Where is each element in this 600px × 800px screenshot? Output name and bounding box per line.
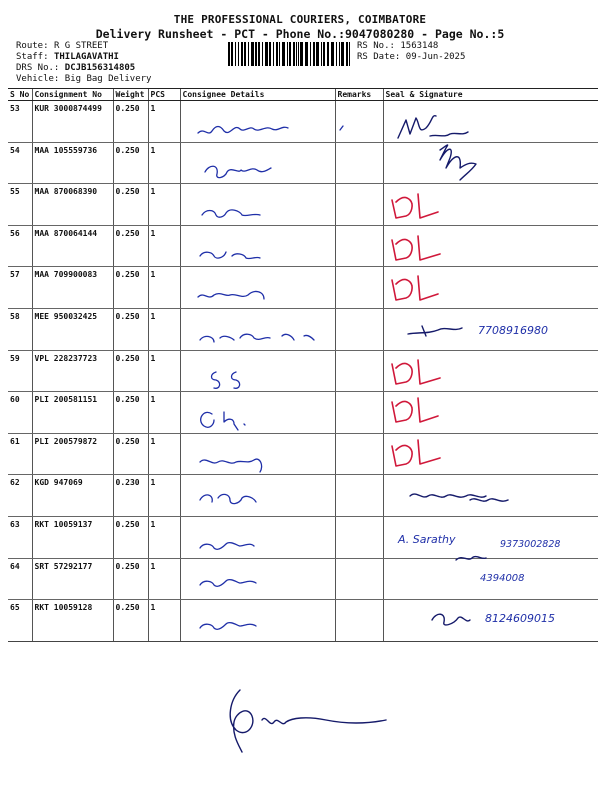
sno-cell: 63 bbox=[8, 516, 32, 558]
consignment-cell: KUR 3000874499 bbox=[32, 101, 113, 143]
col-pcs: PCS bbox=[148, 89, 180, 101]
sno-cell: 65 bbox=[8, 600, 32, 642]
barcode-bar bbox=[323, 42, 325, 66]
staff-value: THILAGAVATHI bbox=[53, 52, 119, 62]
vehicle-line bbox=[16, 74, 151, 85]
pcs-cell: 1 bbox=[148, 101, 180, 143]
seal-signature-cell bbox=[383, 475, 598, 517]
barcode-bar bbox=[327, 42, 329, 66]
vehicle-value: Big Bag Delivery bbox=[64, 74, 152, 84]
table-row bbox=[8, 142, 598, 184]
rs-no-line bbox=[357, 41, 438, 52]
consignee-cell bbox=[180, 392, 335, 434]
consignee-cell bbox=[180, 101, 335, 143]
barcode-bar bbox=[316, 42, 319, 66]
sno-cell: 54 bbox=[8, 142, 32, 184]
table-row bbox=[8, 225, 598, 267]
barcode-bar bbox=[313, 42, 315, 66]
handwritten-phone-65: 8124609015 bbox=[485, 612, 555, 625]
seal-signature-cell bbox=[383, 392, 598, 434]
rs-no-value: 1563148 bbox=[400, 41, 439, 51]
weight-cell: 0.250 bbox=[113, 267, 148, 309]
drs-label: DRS No.: bbox=[16, 63, 60, 73]
drs-value: DCJB156314805 bbox=[64, 63, 136, 73]
barcode-bar bbox=[262, 42, 263, 66]
seal-signature-cell bbox=[383, 433, 598, 475]
col-remarks: Remarks bbox=[335, 89, 383, 101]
col-consignee: Consignee Details bbox=[180, 89, 335, 101]
barcode bbox=[228, 42, 350, 66]
handwritten-phone-58: 7708916980 bbox=[478, 324, 548, 337]
table-row bbox=[8, 433, 598, 475]
seal-signature-cell bbox=[383, 267, 598, 309]
sno-cell: 62 bbox=[8, 475, 32, 517]
barcode-bar bbox=[331, 42, 334, 66]
page-title: THE PROFESSIONAL COURIERS, COIMBATORE bbox=[173, 13, 427, 26]
consignment-cell: KGD 947069 bbox=[32, 475, 113, 517]
remarks-cell bbox=[335, 350, 383, 392]
rs-no-label: RS No.: bbox=[357, 41, 395, 51]
sno-cell: 64 bbox=[8, 558, 32, 600]
barcode-bar bbox=[346, 42, 348, 66]
barcode-bar bbox=[265, 42, 268, 66]
seal-signature-cell bbox=[383, 558, 598, 600]
barcode-bar bbox=[258, 42, 260, 66]
weight-cell: 0.250 bbox=[113, 350, 148, 392]
barcode-bar bbox=[296, 42, 297, 66]
rs-date-label: RS Date: bbox=[357, 52, 401, 62]
consignee-cell bbox=[180, 184, 335, 226]
barcode-bar bbox=[255, 42, 257, 66]
sno-cell: 57 bbox=[8, 267, 32, 309]
consignment-cell: MAA 105559736 bbox=[32, 142, 113, 184]
sno-cell: 61 bbox=[8, 433, 32, 475]
barcode-bar bbox=[310, 42, 311, 66]
sno-cell: 56 bbox=[8, 225, 32, 267]
seal-signature-cell bbox=[383, 600, 598, 642]
route-line bbox=[16, 41, 108, 52]
bottom-signature bbox=[230, 690, 386, 752]
pcs-cell: 1 bbox=[148, 392, 180, 434]
weight-cell: 0.250 bbox=[113, 308, 148, 350]
barcode-bar bbox=[282, 42, 285, 66]
table-row bbox=[8, 101, 598, 143]
remarks-cell bbox=[335, 267, 383, 309]
seal-signature-cell bbox=[383, 350, 598, 392]
pcs-cell: 1 bbox=[148, 350, 180, 392]
consignment-cell: VPL 228237723 bbox=[32, 350, 113, 392]
remarks-cell bbox=[335, 516, 383, 558]
barcode-bar bbox=[293, 42, 295, 66]
remarks-cell bbox=[335, 142, 383, 184]
seal-signature-cell bbox=[383, 516, 598, 558]
pcs-cell: 1 bbox=[148, 225, 180, 267]
barcode-bar bbox=[336, 42, 337, 66]
pcs-cell: 1 bbox=[148, 600, 180, 642]
pcs-cell: 1 bbox=[148, 184, 180, 226]
table-row bbox=[8, 184, 598, 226]
pcs-cell: 1 bbox=[148, 433, 180, 475]
consignment-cell: MEE 950032425 bbox=[32, 308, 113, 350]
barcode-bar bbox=[298, 42, 299, 66]
weight-cell: 0.250 bbox=[113, 101, 148, 143]
barcode-bar bbox=[349, 42, 350, 66]
handwritten-phone-63: 9373002828 bbox=[500, 539, 561, 550]
sno-cell: 53 bbox=[8, 101, 32, 143]
barcode-bar bbox=[289, 42, 291, 66]
page-subtitle: Delivery Runsheet - PCT - Phone No.:9047080280 - Page No.:5 bbox=[95, 27, 505, 41]
consignment-cell: MAA 709900083 bbox=[32, 267, 113, 309]
consignment-cell: PLI 200581151 bbox=[32, 392, 113, 434]
sno-cell: 58 bbox=[8, 308, 32, 350]
rs-date-line bbox=[357, 52, 465, 63]
col-sno: S No bbox=[8, 89, 32, 101]
weight-cell: 0.250 bbox=[113, 433, 148, 475]
remarks-cell bbox=[335, 600, 383, 642]
barcode-bar bbox=[273, 42, 274, 66]
consignee-cell bbox=[180, 142, 335, 184]
rs-date-value: 09-Jun-2025 bbox=[405, 52, 466, 62]
barcode-bar bbox=[287, 42, 288, 66]
consignment-cell: SRT 57292177 bbox=[32, 558, 113, 600]
seal-signature-cell bbox=[383, 184, 598, 226]
col-seal-signature: Seal & Signature bbox=[383, 89, 598, 101]
consignee-cell bbox=[180, 225, 335, 267]
pcs-cell: 1 bbox=[148, 475, 180, 517]
table-row bbox=[8, 475, 598, 517]
table-row bbox=[8, 600, 598, 642]
weight-cell: 0.250 bbox=[113, 600, 148, 642]
handwritten-name-63: A. Sarathy bbox=[398, 533, 456, 546]
drs-line bbox=[16, 63, 135, 74]
col-consignment: Consignment No bbox=[32, 89, 113, 101]
seal-signature-cell bbox=[383, 142, 598, 184]
weight-cell: 0.250 bbox=[113, 558, 148, 600]
table-header-row bbox=[8, 89, 598, 101]
barcode-bar bbox=[339, 42, 340, 66]
barcode-bar bbox=[321, 42, 322, 66]
seal-signature-cell bbox=[383, 101, 598, 143]
pcs-cell: 1 bbox=[148, 308, 180, 350]
weight-cell: 0.250 bbox=[113, 392, 148, 434]
remarks-cell bbox=[335, 392, 383, 434]
remarks-cell bbox=[335, 308, 383, 350]
consignee-cell bbox=[180, 558, 335, 600]
consignee-cell bbox=[180, 433, 335, 475]
consignment-cell: MAA 870068390 bbox=[32, 184, 113, 226]
seal-signature-cell bbox=[383, 225, 598, 267]
route-label: Route: bbox=[16, 41, 49, 51]
table-row bbox=[8, 308, 598, 350]
pcs-cell: 1 bbox=[148, 267, 180, 309]
barcode-bar bbox=[305, 42, 308, 66]
remarks-cell bbox=[335, 433, 383, 475]
remarks-cell bbox=[335, 558, 383, 600]
weight-cell: 0.250 bbox=[113, 142, 148, 184]
remarks-cell bbox=[335, 184, 383, 226]
remarks-cell bbox=[335, 475, 383, 517]
vehicle-label: Vehicle: bbox=[16, 74, 60, 84]
weight-cell: 0.250 bbox=[113, 184, 148, 226]
route-value: R G STREET bbox=[53, 41, 109, 51]
barcode-bar bbox=[244, 42, 246, 66]
consignee-cell bbox=[180, 350, 335, 392]
barcode-bar bbox=[248, 42, 249, 66]
barcode-bar bbox=[251, 42, 254, 66]
table-row bbox=[8, 350, 598, 392]
table-row bbox=[8, 558, 598, 600]
barcode-bar bbox=[228, 42, 230, 66]
barcode-bar bbox=[300, 42, 303, 66]
barcode-bar bbox=[269, 42, 271, 66]
barcode-bar bbox=[276, 42, 278, 66]
table-row bbox=[8, 516, 598, 558]
seal-signature-cell bbox=[383, 308, 598, 350]
barcode-bar bbox=[231, 42, 233, 66]
consignee-cell bbox=[180, 516, 335, 558]
remarks-cell bbox=[335, 225, 383, 267]
barcode-bar bbox=[235, 42, 236, 66]
remarks-cell bbox=[335, 101, 383, 143]
sno-cell: 59 bbox=[8, 350, 32, 392]
consignee-cell bbox=[180, 600, 335, 642]
consignment-cell: PLI 200579872 bbox=[32, 433, 113, 475]
sno-cell: 60 bbox=[8, 392, 32, 434]
barcode-bar bbox=[238, 42, 239, 66]
consignee-cell bbox=[180, 308, 335, 350]
consignment-cell: RKT 10059128 bbox=[32, 600, 113, 642]
col-weight: Weight bbox=[113, 89, 148, 101]
weight-cell: 0.230 bbox=[113, 475, 148, 517]
runsheet-table bbox=[8, 88, 598, 642]
staff-label: Staff: bbox=[16, 52, 49, 62]
table-row bbox=[8, 392, 598, 434]
table-row bbox=[8, 267, 598, 309]
sno-cell: 55 bbox=[8, 184, 32, 226]
pcs-cell: 1 bbox=[148, 516, 180, 558]
consignee-cell bbox=[180, 475, 335, 517]
handwritten-text-64: 4394008 bbox=[480, 573, 525, 584]
consignment-cell: RKT 10059137 bbox=[32, 516, 113, 558]
consignee-cell bbox=[180, 267, 335, 309]
weight-cell: 0.250 bbox=[113, 225, 148, 267]
weight-cell: 0.250 bbox=[113, 516, 148, 558]
pcs-cell: 1 bbox=[148, 142, 180, 184]
barcode-bar bbox=[241, 42, 243, 66]
barcode-bar bbox=[279, 42, 280, 66]
pcs-cell: 1 bbox=[148, 558, 180, 600]
staff-line bbox=[16, 52, 119, 63]
consignment-cell: MAA 870064144 bbox=[32, 225, 113, 267]
barcode-bar bbox=[341, 42, 344, 66]
